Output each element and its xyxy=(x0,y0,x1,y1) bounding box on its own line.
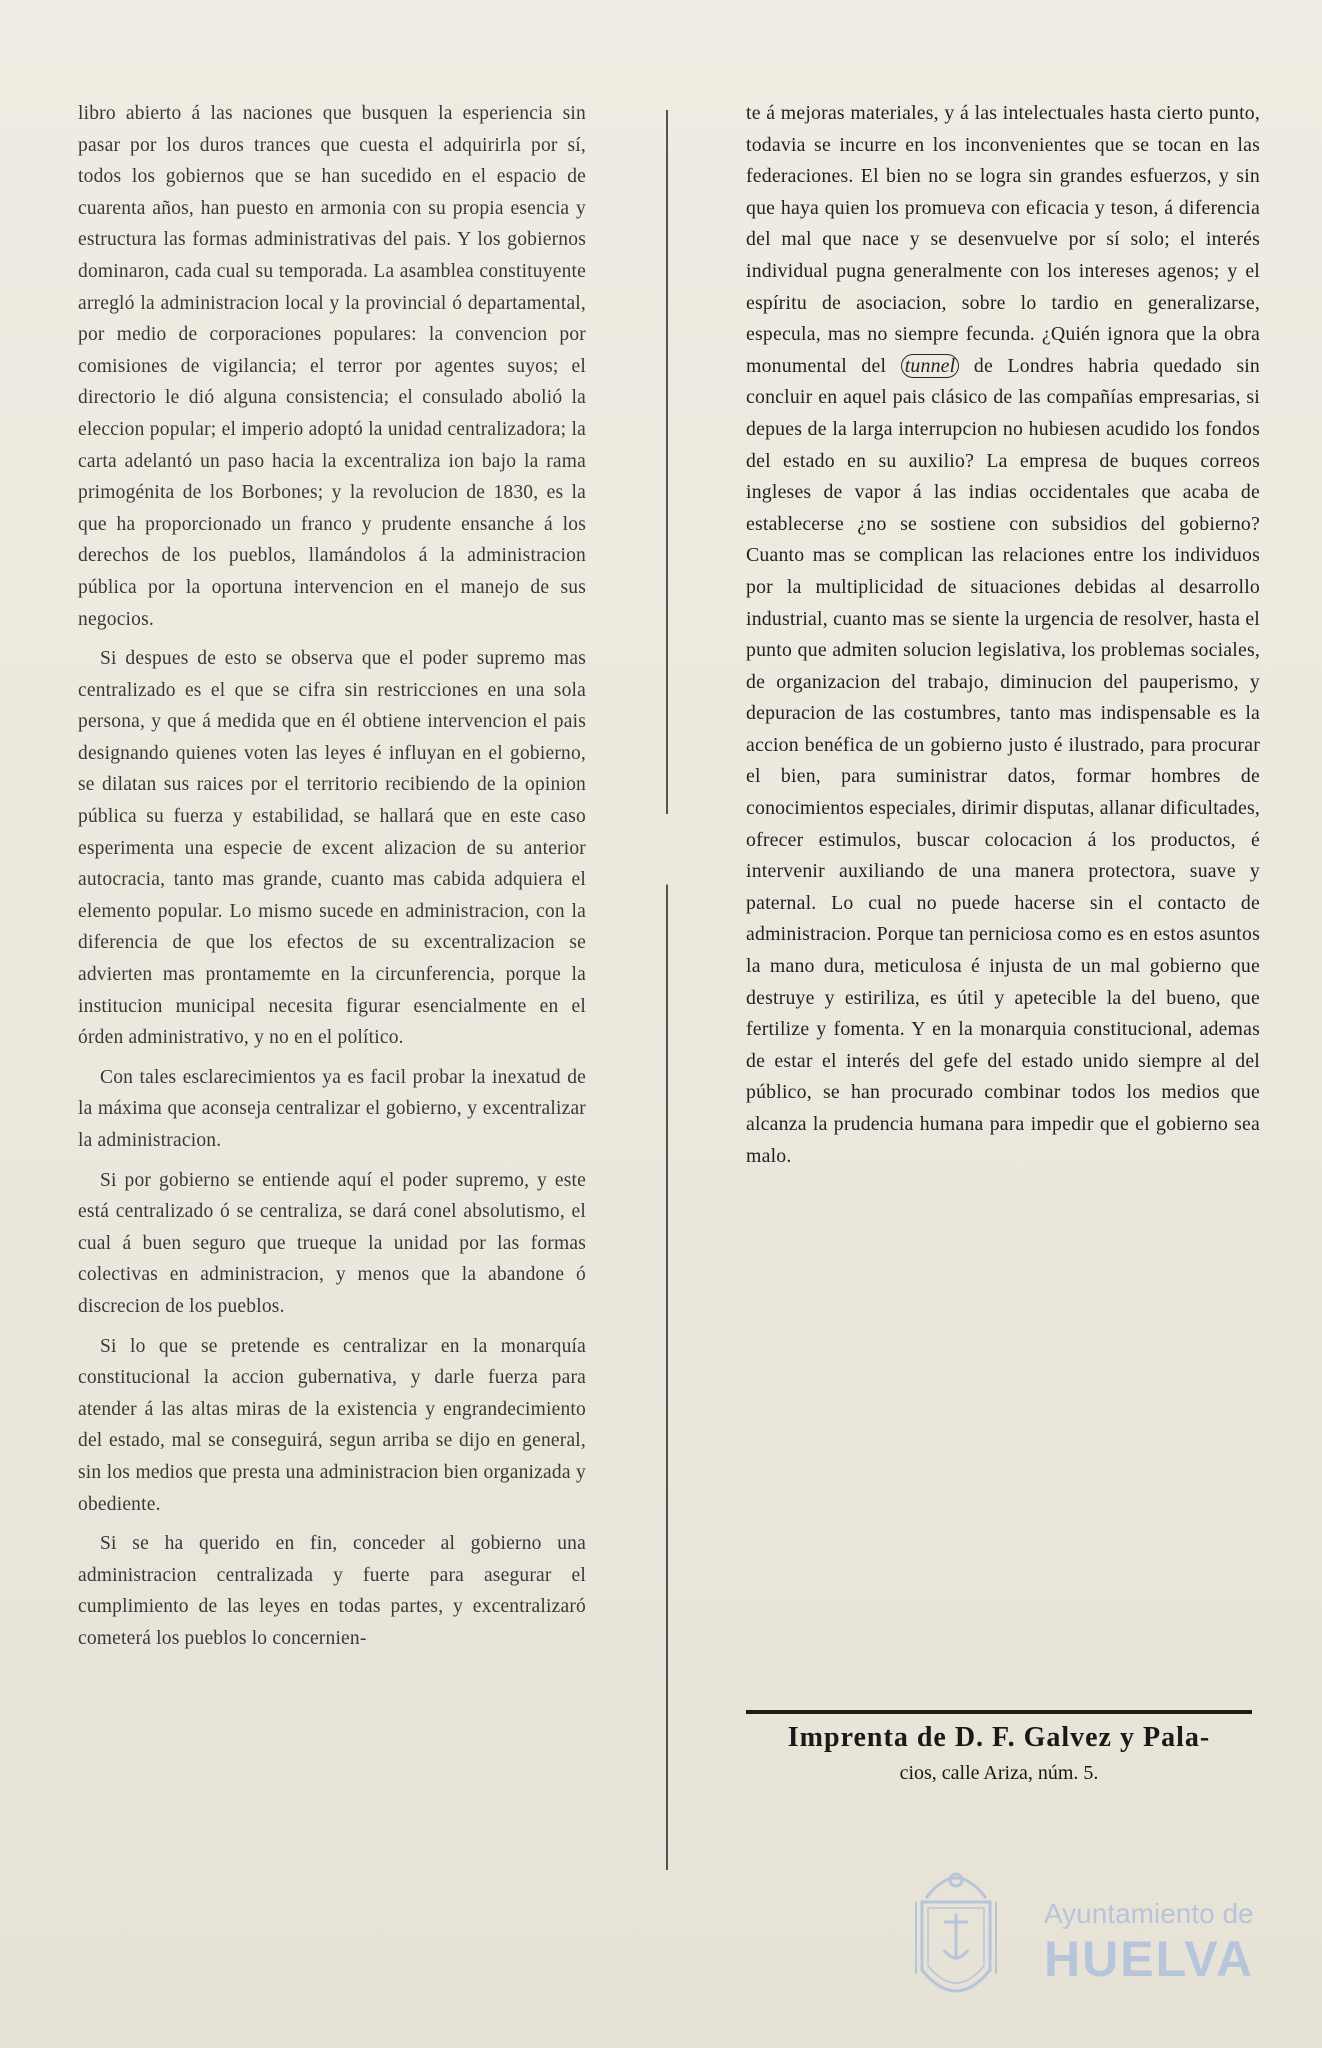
paragraph: Con tales esclarecimientos ya es facil probar la inexatud de la máxima que aconseja centralizar el gobierno, y excentralizar la administracion. xyxy=(78,1066,586,1151)
paragraph-part: te á mejoras materiales, y á las intelectuales hasta cierto punto, todavia se incurre en los inconvenientes que se tocan en las federaciones. El bien no se logra sin grandes esfuerzos, y sin que haya quien los promueva con eficacia y teson, á diferencia del mal que nace y se desenvuelve por sí solo; el interés individual pugna generalmente con los intereses agenos; y el espíritu de asociacion, sobre lo tardio en generalizarse, especula, mas no siempre fecunda. ¿Quién ignora que la obra monumental del xyxy=(746,102,1260,377)
imprint-rule xyxy=(746,1710,1252,1714)
paragraph: Si despues de esto se observa que el poder supremo mas centralizado es el que se cifra sin restricciones en una sola persona, y que á medida que en él obtiene intervencion el pais designando quienes voten las leyes é influyan en el gobierno, se dilatan sus raices por el territorio recibiendo de la opinion pública su fuerza y estabilidad, se hallará que en este caso esperimenta una especie de excent alizacion de su anterior autocracia, tanto mas grande, cuanto mas cabida adquiera el elemento popular. Lo mismo sucede en administracion, con la diferencia de que los efectos de su excentralizacion se advierten mas prontamemte en la circunferencia, porque la institucion municipal necesita figurar esencialmente en el órden administrativo, y no en el político. xyxy=(78,648,586,1049)
paragraph xyxy=(746,98,1260,1172)
paragraph: libro abierto á las naciones que busquen la esperiencia sin pasar por los duros trances que cuesta el adquirirla por sí, todos los gobiernos que se han sucedido en el espacio de cuarenta años, han puesto en armonia con su propia esencia y estructura las formas administrativas del pais. Y los gobiernos dominaron, cada cual su temporada. La asamblea constituyente arregló la administracion local y la provincial ó departamental, por medio de corporaciones populares: la convencion por comisiones de vigilancia; el terror por agentes suyos; el directorio le dió alguna consistencia; el consulado abolió la eleccion popular; el imperio adoptó la unidad centralizadora; la carta adelantó un paso hacia la excentraliza ion bajo la rama primogénita de los Borbones; y la revolucion de 1830, es la que ha proporcionado un franco y prudente ensanche á los derechos de los pueblos, llamándolos á la administracion pública por la oportuna intervencion en el manejo de sus negocios. xyxy=(78,103,586,630)
paragraph: Si lo que se pretende es centralizar en la monarquía constitucional la accion gubernativa, y darle fuerza para atender á las altas miras de la existencia y engrandecimiento del estado, mal se conseguirá, segun arriba se dijo en general, sin los medios que presta una administracion bien organizada y obediente. xyxy=(78,1335,586,1515)
huelva-crest-icon xyxy=(908,1862,1004,2012)
watermark-line-1: Ayuntamiento de xyxy=(1044,1898,1254,1929)
paragraph-part: de Londres habria quedado sin concluir en aquel pais clásico de las compañías empresarias, si depues de la larga interrupcion no hubiesen acudido los fondos del estado en su auxilio? La empresa de buques correos ingleses de vapor á las indias occidentales que acaba de establecerse ¿no se sostiene con subsidios del gobierno? Cuanto mas se complican las relaciones entre los individuos por la multiplicidad de situaciones debidas al desarrollo industrial, cuanto mas se siente la urgencia de resolver, hasta el punto que admiten solucion legislativa, los problemas sociales, de organizacion del trabajo, diminucion del pauperismo, y depuracion de las costumbres, tanto mas indispensable es la accion benéfica de un gobierno justo é ilustrado, para procurar el bien, para suministrar datos, formar hombres de conocimientos especiales, dirimir disputas, allanar dificultades, ofrecer estimulos, buscar colocacion á los productos, é intervenir auxiliando de una manera protectora, suave y paternal. Lo cual no puede hacerse sin el contacto de administracion. Porque tan perniciosa como es en estos asuntos la mano dura, meticulosa é injusta de un mal gobierno que destruye y estiriliza, es útil y apetecible la del bueno, que fertilize y fomenta. Y en la monarquia constitucional, ademas de estar el interés del gefe del estado unido siempre al del público, se han procurado combinar todos los medios que alcanza la prudencia humana para impedir que el gobierno sea malo. xyxy=(746,354,1260,1167)
paragraph: Si se ha querido en fin, conceder al gobierno una administracion centralizada y fuerte para asegurar el cumplimiento de las leyes en todas partes, y excentralizaró cometerá los pueblos lo concernien- xyxy=(78,1533,586,1649)
paragraph: Si por gobierno se entiende aquí el poder supremo, y este está centralizado ó se centraliza, se dará conel absolutismo, el cual á buen seguro que trueque la unidad por las formas colectivas en administracion, y menos que la abandone ó discrecion de los pueblos. xyxy=(78,1169,586,1317)
tunnel-word: tunnel xyxy=(901,354,960,378)
right-text-column xyxy=(746,98,1260,1172)
imprint-line-1: Imprenta de D. F. Galvez y Pala- xyxy=(787,1722,1211,1753)
column-divider xyxy=(666,110,668,1870)
imprint-line-2: cios, calle Ariza, núm. 5. xyxy=(899,1762,1099,1784)
watermark-line-2: HUELVA xyxy=(1044,1931,1255,1987)
left-text-column xyxy=(78,98,586,1655)
